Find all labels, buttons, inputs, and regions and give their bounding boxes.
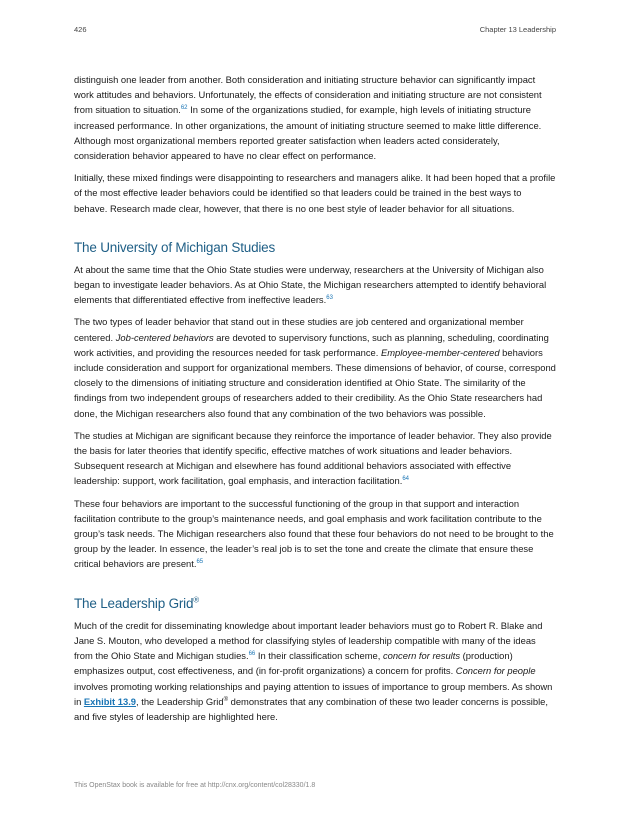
paragraph-6 — [74, 496, 556, 572]
footnote-ref-65[interactable]: 65 — [196, 559, 204, 566]
paragraph-text: are devoted to supervisory functions, such as planning, scheduling, coordinating work activities, and providing the resources needed for task performance. — [74, 331, 549, 358]
page-number: 426 — [74, 25, 87, 34]
registered-mark: ® — [193, 595, 199, 605]
footnote-ref-64[interactable]: 64 — [402, 476, 409, 483]
footnote-ref-62[interactable]: 62 — [180, 105, 188, 112]
paragraph-text: Much of the credit for disseminating knowledge about important leader behaviors must go to Robert R. Blake and Jane S. Mouton, who developed a method for classifying styles of leadership compatible with many of the ideas from the Ohio State and Michigan studies. — [74, 619, 543, 662]
paragraph-text: In their classification scheme, — [255, 650, 383, 662]
footnote-ref-66[interactable]: 66 — [248, 650, 256, 657]
term-job-centered: Job-centered behaviors — [115, 331, 214, 343]
footnote-ref-63[interactable]: 63 — [326, 295, 333, 302]
paragraph-text: In some of the organizations studied, for example, high levels of initiating structure increased performance. In other organizations, the amount of initiating structure seemed to make little difference. Although most organizational members reported greater satisfaction when leaders acted considerately, consideration behavior appeared to have no clear effect on performance. — [74, 104, 542, 162]
paragraph-text: These four behaviors are important to the successful functioning of the group in that support and interaction facilitation contribute to the group’s maintenance needs, and goal emphasis and work facilitation contribute to the group’s task needs. The Michigan researchers also found that these four behaviors do not need to be brought to the group by the leader. In essence, the leader’s real job is to set the tone and create the climate that ensure these critical behaviors are present. — [74, 497, 554, 570]
paragraph-text: distinguish one leader from another. Both consideration and initiating structure behavior can significantly impact work attitudes and behaviors. Unfortunately, the effects of consideration and initiating structure are not consistent from situation to situation. — [74, 74, 542, 116]
paragraph-5 — [74, 428, 556, 489]
paragraph-1 — [74, 72, 556, 163]
paragraph-text: involves promoting working relationships and paying attention to issues of importance to group members. As shown in — [74, 680, 553, 707]
chapter-title: Chapter 13 Leadership — [479, 25, 556, 34]
section-heading-michigan: The University of Michigan Studies — [74, 239, 276, 255]
term-employee-member-centered: Employee-member-centered — [380, 346, 500, 358]
paragraph-2: Initially, these mixed findings were disappointing to researchers and managers alike. It had been hoped that a profile of the most effective leader behaviors could be identified so that leaders could be trained in the best ways to behave. Research made clear, however, that there is no one best style of leader behavior for all situations. — [74, 172, 556, 214]
paragraph-text: demonstrates that any combination of these two leader concerns is possible, and five styles of leadership are highlighted here. — [74, 695, 548, 722]
paragraph-4 — [74, 314, 556, 420]
exhibit-link[interactable]: Exhibit 13.9 — [83, 695, 137, 707]
heading-text: The Leadership Grid — [74, 595, 194, 611]
registered-mark: ® — [223, 696, 228, 703]
paragraph-text: At about the same time that the Ohio State studies were underway, researchers at the University of Michigan also began to investigate leader behaviors. As at Ohio State, the Michigan researchers attempted to identify behavioral elements that differentiated effective from ineffective leaders. — [74, 263, 547, 306]
paragraph-text: The two types of leader behavior that stand out in these studies are job centered and organizational member centered. — [74, 316, 524, 343]
paragraph-text: , the Leadership Grid — [136, 695, 224, 707]
term-concern-for-results: concern for results — [382, 650, 461, 662]
paragraph-text: (production) emphasizes output, cost effectiveness, and (in for-profit organizations) a concern for profits. — [74, 650, 513, 677]
paragraph-text: The studies at Michigan are significant because they reinforce the importance of leader behavior. They also provide the basis for later theories that identify specific, effective matches of work situations and leader behaviors. Subsequent research at Michigan and elsewhere has found additional behaviors associated with effective leadership: support, work facilitation, goal emphasis, and interaction facilitation. — [74, 429, 552, 487]
paragraph-7 — [74, 618, 556, 724]
paragraph-text: behaviors include consideration and support for organizational members. These dimensions of behavior, of course, correspond closely to the dimensions of initiating structure and consideration identified at Ohio State. The similarity of the findings from two independent groups of researchers added to their credibility. As the Ohio State researchers had done, the Michigan researchers also found that any combination of the two behaviors was possible. — [74, 346, 556, 419]
term-concern-for-people: Concern for people — [455, 665, 536, 677]
paragraph-3 — [74, 262, 556, 308]
section-heading-leadership-grid — [74, 596, 556, 611]
page-header — [74, 25, 556, 37]
main-content — [74, 72, 556, 731]
page-footer: This OpenStax book is available for free at http://cnx.org/content/col28330/1.8 — [74, 782, 316, 789]
